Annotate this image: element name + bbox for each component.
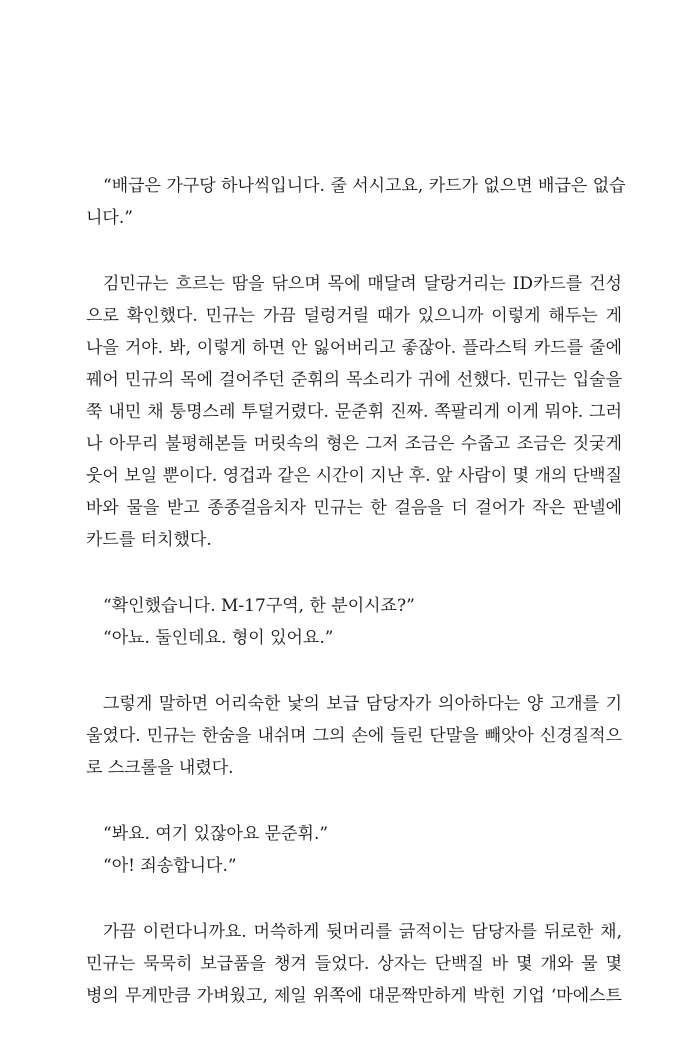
paragraph-5-dialogue [86, 818, 622, 882]
paragraph-3-dialogue [86, 590, 622, 654]
text-line: “배급은 가구당 하나씩입니다. 줄 서시고요, 카드가 없으면 배급은 없습 [103, 176, 626, 196]
text-line: 김민규는 흐르는 땀을 닦으며 목에 매달려 달랑거리는 ID카드를 건성 [103, 274, 622, 294]
document-page [86, 170, 626, 1012]
text-line: 그렇게 말하면 어리숙한 낯의 보급 담당자가 의아하다는 양 고개를 기 [103, 694, 622, 714]
paragraph-4 [86, 688, 622, 784]
text-line: 으로 확인했다. 민규는 가끔 덜렁거릴 때가 있으니까 이렇게 해두는 게 [86, 306, 622, 326]
paragraph-gap [86, 234, 622, 268]
dialogue-line: “아뇨. 둘인데요. 형이 있어요.” [103, 628, 334, 648]
text-line: 병의 무게만큼 가벼웠고, 제일 위쪽에 대문짝만하게 박힌 기업 ‘마에스트 [86, 986, 622, 1006]
paragraph-2 [86, 268, 622, 556]
text-line: 카드를 터치했다. [86, 530, 212, 550]
paragraph-gap [86, 556, 622, 590]
paragraph-6 [86, 916, 622, 1012]
paragraph-gap [86, 784, 622, 818]
text-line: 니다.” [86, 208, 133, 228]
text-line: 나을 거야. 봐, 이렇게 하면 안 잃어버리고 좋잖아. 플라스틱 카드를 줄에 [86, 338, 622, 358]
text-line: 민규는 묵묵히 보급품을 챙겨 들었다. 상자는 단백질 바 몇 개와 물 몇 [86, 954, 622, 974]
text-line: 나 아무리 불평해본들 머릿속의 형은 그저 조금은 수줍고 조금은 짓궂게 [86, 434, 622, 454]
text-line: 울였다. 민규는 한숨을 내쉬며 그의 손에 들린 단말을 빼앗아 신경질적으 [86, 726, 622, 746]
text-line: 쭉 내민 채 퉁명스레 투덜거렸다. 문준휘 진짜. 쪽팔리게 이게 뭐야. 그러 [86, 402, 622, 422]
text-line: 로 스크롤을 내렸다. [86, 758, 234, 778]
paragraph-1 [86, 170, 626, 234]
dialogue-line: “봐요. 여기 있잖아요 문준휘.” [103, 824, 329, 844]
paragraph-gap [86, 882, 622, 916]
paragraph-gap [86, 654, 622, 688]
text-line: 꿰어 민규의 목에 걸어주던 준휘의 목소리가 귀에 선했다. 민규는 입술을 [86, 370, 622, 390]
text-line: 가끔 이런다니까요. 머쓱하게 뒷머리를 긁적이는 담당자를 뒤로한 채, [103, 922, 622, 942]
text-line: 웃어 보일 뿐이다. 영겁과 같은 시간이 지난 후. 앞 사람이 몇 개의 단백질 [86, 466, 622, 486]
dialogue-line: “확인했습니다. M-17구역, 한 분이시죠?” [103, 596, 415, 616]
dialogue-line: “아! 죄송합니다.” [103, 856, 237, 876]
text-line: 바와 물을 받고 종종걸음치자 민규는 한 걸음을 더 걸어가 작은 판넬에 [86, 498, 622, 518]
